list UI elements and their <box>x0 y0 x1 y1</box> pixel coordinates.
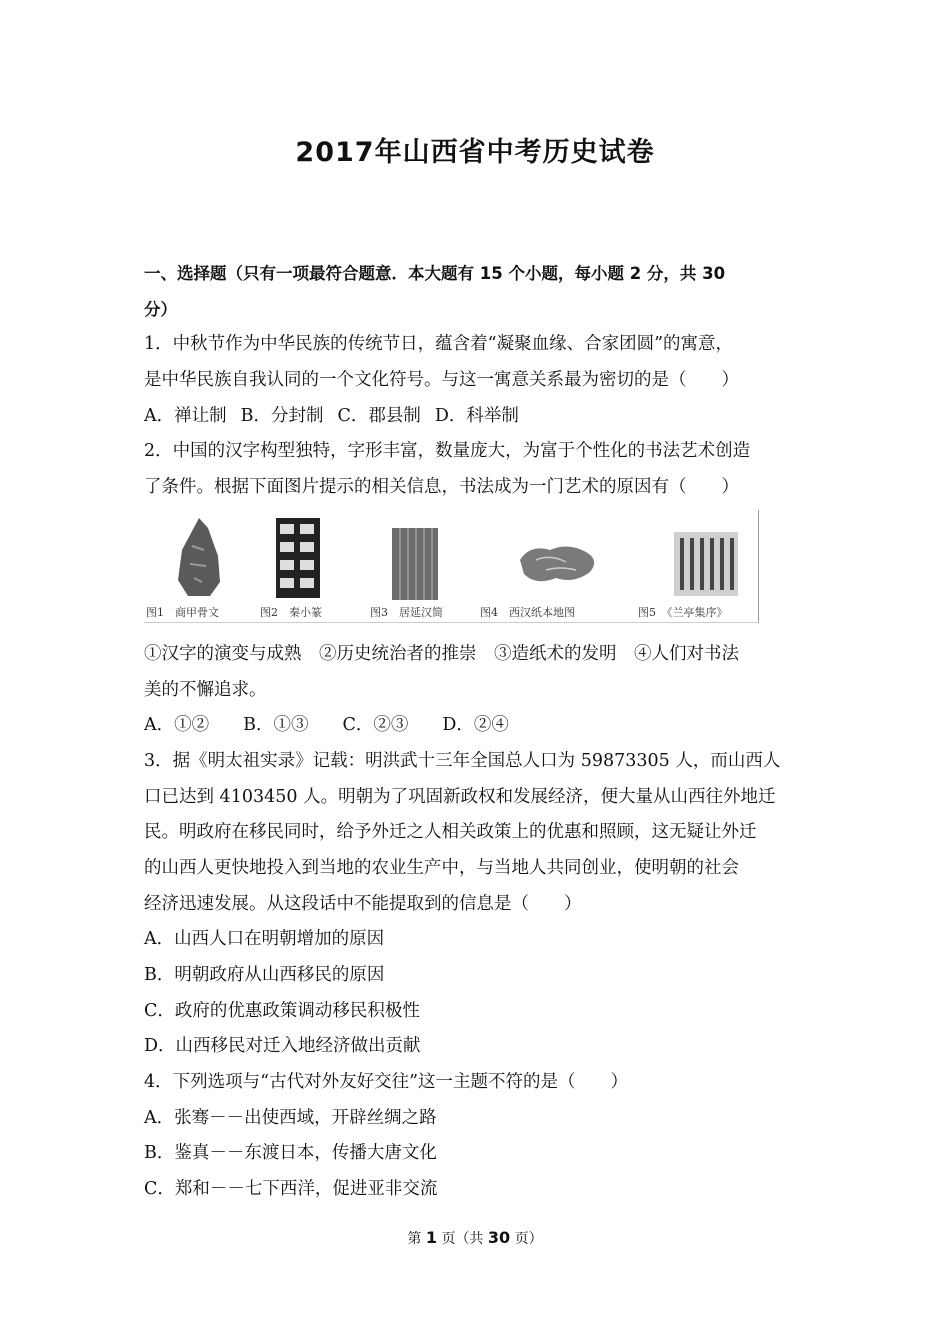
page-footer <box>0 1228 950 1248</box>
question-3-text-cont: 民。明政府在移民同时，给予外迁之人相关政策上的优惠和照顾，这无疑让外迁 <box>144 822 757 843</box>
option-a: A．禅让制 <box>144 405 227 426</box>
footer-prefix: 第 <box>407 1231 422 1247</box>
option-a: A．①② <box>144 715 210 736</box>
bamboo-slips-image <box>390 528 440 600</box>
question-2-text-cont: 了条件。根据下面图片提示的相关信息，书法成为一门艺术的原因有（ ） <box>144 477 739 498</box>
question-1-text: 1．中秋节作为中华民族的传统节日，蕴含着“凝聚血缘、合家团圆”的寓意， <box>144 334 734 355</box>
oracle-bone-image <box>174 516 224 598</box>
option-b: B．分封制 <box>240 405 324 426</box>
exam-content <box>144 256 810 1208</box>
calligraphy-figure-strip <box>144 510 759 623</box>
question-1-text-cont: 是中华民族自我认同的一个文化符号。与这一寓意关系最为密切的是（ ） <box>144 370 739 391</box>
page-total: 30 <box>487 1228 511 1247</box>
option-c: C．郑和－－七下西洋，促进亚非交流 <box>144 1179 438 1200</box>
question-2-text: 2．中国的汉字构型独特，字形丰富，数量庞大，为富于个性化的书法艺术创造 <box>144 441 751 462</box>
section-heading-cont: 分） <box>144 299 177 319</box>
option-d: D．②④ <box>442 715 509 736</box>
footer-middle: 页（共 <box>441 1231 484 1247</box>
question-1-options <box>144 399 810 435</box>
option-b: B．鉴真－－东渡日本，传播大唐文化 <box>144 1143 437 1164</box>
section-heading: 一、选择题（只有一项最符合题意．本大题有 15 个小题，每小题 2 分，共 30 <box>144 264 726 283</box>
option-a: A．张骞－－出使西域，开辟丝绸之路 <box>144 1107 437 1128</box>
question-2-options <box>144 708 810 744</box>
option-c: C．②③ <box>342 715 409 736</box>
question-2-statements-cont: 美的不懈追求。 <box>144 679 267 700</box>
footer-suffix: 页） <box>514 1231 543 1247</box>
option-a: A．山西人口在明朝增加的原因 <box>144 929 385 950</box>
lanting-preface-image <box>674 532 738 596</box>
option-b: B．①③ <box>243 715 309 736</box>
page-number: 1 <box>425 1228 437 1247</box>
figure-caption-2: 图2 秦小篆 <box>260 605 322 619</box>
option-c: C．政府的优惠政策调动移民积极性 <box>144 1000 420 1021</box>
question-2-statements: ①汉字的演变与成熟 ②历史统治者的推崇 ③造纸术的发明 ④人们对书法 <box>144 643 739 664</box>
figure-caption-1: 图1 商甲骨文 <box>146 605 219 619</box>
seal-script-image <box>276 518 320 598</box>
option-b: B．明朝政府从山西移民的原因 <box>144 965 385 985</box>
figure-caption-3: 图3 居延汉简 <box>370 605 443 619</box>
question-3-text-cont: 经济迅速发展。从这段话中不能提取到的信息是（ ） <box>144 893 582 914</box>
option-c: C．郡县制 <box>337 405 421 426</box>
question-4-text: 4．下列选项与“古代对外友好交往”这一主题不符的是（ ） <box>144 1072 629 1093</box>
question-3-text-cont: 口已达到 4103450 人。明朝为了巩固新政权和发展经济，便大量从山西往外地迁 <box>144 786 776 807</box>
option-d: D．科举制 <box>434 405 519 426</box>
page-title: 2017年山西省中考历史试卷 <box>295 137 655 168</box>
question-3-text: 3．据《明太祖实录》记载：明洪武十三年全国总人口为 59873305 人，而山西人 <box>144 750 781 771</box>
question-3-text-cont: 的山西人更快地投入到当地的农业生产中，与当地人共同创业，使明朝的社会 <box>144 857 739 878</box>
figure-caption-5: 图5 《兰亭集序》 <box>638 605 728 619</box>
figure-caption-4: 图4 西汉纸本地图 <box>480 605 575 619</box>
paper-map-image <box>516 540 600 586</box>
option-d: D．山西移民对迁入地经济做出贡献 <box>144 1036 421 1057</box>
